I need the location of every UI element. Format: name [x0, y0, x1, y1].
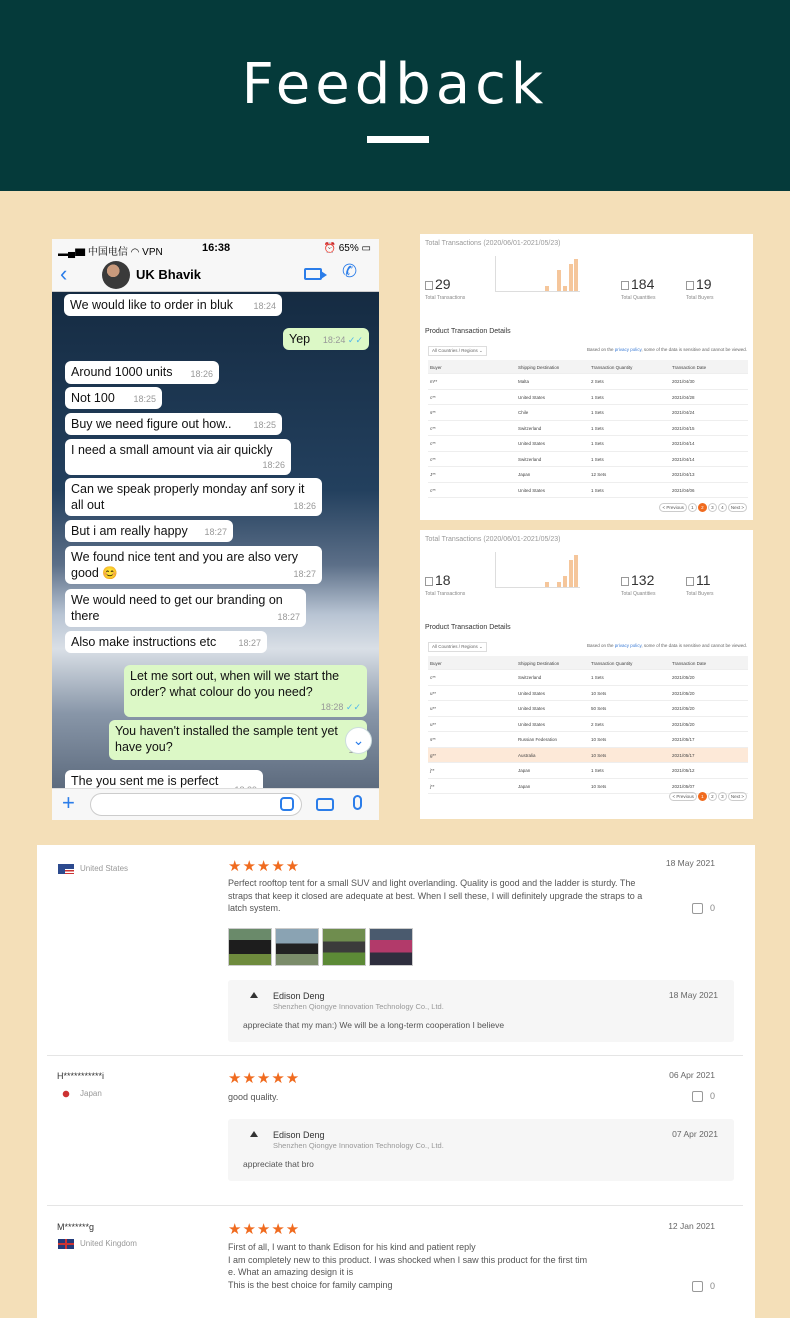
- message-bubble: We found nice tent and you are also very good 😊 18:27: [65, 546, 322, 584]
- table-cell: 2021/04/30: [672, 379, 695, 384]
- message-bubble: But i am really happy 18:27: [65, 520, 233, 542]
- review-buyer: M*******g: [57, 1222, 95, 1232]
- chart-bar: [563, 286, 567, 291]
- message-bubble: The you sent me is perfect: [65, 770, 263, 800]
- chart-bar: [557, 270, 561, 291]
- vpn-badge: VPN: [142, 247, 163, 258]
- table-cell: 1 Sets: [591, 394, 604, 400]
- table-header: [428, 656, 748, 670]
- table-cell: 10 Sets: [591, 690, 607, 696]
- column-header: Buyer: [430, 365, 442, 370]
- chart-bar: [545, 286, 549, 291]
- table-cell: 2 Sets: [591, 379, 604, 384]
- review-item: [37, 845, 755, 1055]
- table-row: [428, 421, 748, 437]
- review-date: 06 Apr 2021: [669, 1070, 715, 1080]
- reply-text: appreciate that my man:) We will be a long-term cooperation I believe: [243, 1020, 505, 1030]
- table-row: [428, 686, 748, 702]
- seller-name: Edison Deng: [273, 1130, 325, 1140]
- panel-title: Total Transactions (2020/06/01-2021/05/23): [425, 536, 561, 543]
- signal-icon: ▂▄▆: [58, 247, 86, 258]
- message-bubble: Let me sort out, when will we start the order? what colour do you need? 18:28 ✓✓: [124, 665, 367, 717]
- message-bubble: You haven't installed the sample tent yet have you?: [109, 720, 367, 760]
- column-header: Transaction Quantity: [591, 365, 633, 370]
- message-bubble: Also make instructions etc 18:27: [65, 631, 267, 653]
- sticker-icon[interactable]: [280, 797, 294, 811]
- region-filter-select[interactable]: All Countries / Regions ⌄: [428, 642, 487, 652]
- table-cell: 1 Sets: [591, 410, 604, 415]
- page-button[interactable]: 2: [708, 792, 717, 801]
- phone-call-icon[interactable]: ✆: [342, 261, 358, 281]
- table-cell: u**: [430, 721, 437, 727]
- divider: [47, 1205, 743, 1206]
- table-cell: 1 Sets: [591, 441, 604, 446]
- chart-bar: [574, 555, 578, 587]
- table-row: [428, 701, 748, 717]
- message-bubble: Not 100 18:25: [65, 387, 162, 409]
- table-cell: 2 Sets: [591, 721, 604, 727]
- privacy-note: Based on the privacy policy, some of the data is sensitive and cannot be viewed.: [586, 347, 747, 352]
- page-button[interactable]: < Previous: [659, 503, 686, 512]
- table-cell: 2021/04/14: [672, 441, 695, 446]
- alarm-icon: ⏰: [323, 243, 336, 254]
- chart-bar: [557, 582, 561, 587]
- rating-stars: ★★★★★: [228, 858, 301, 875]
- carrier-label: 中国电信: [87, 247, 128, 258]
- seller-reply: [228, 980, 734, 1042]
- table-cell: United States: [518, 441, 546, 446]
- review-buyer: H***********i: [57, 1071, 105, 1081]
- divider: [47, 1055, 743, 1056]
- table-cell: 2021/05/17: [672, 752, 695, 758]
- table-cell: g**: [430, 752, 437, 758]
- table-row: [428, 374, 748, 390]
- table-cell: 2021/04/24: [672, 410, 695, 415]
- table-cell: United States: [518, 706, 546, 711]
- us-flag-icon: [58, 864, 74, 874]
- message-bubble: Can we speak properly monday anf sory it all out 18:26: [65, 478, 322, 516]
- transactions-mini-chart: [495, 256, 580, 292]
- region-filter-select[interactable]: All Countries / Regions ⌄: [428, 346, 487, 356]
- status-time: 16:38: [202, 242, 231, 254]
- document-icon: [425, 281, 433, 290]
- chart-bar: [569, 264, 573, 291]
- table-cell: 2021/05/17: [672, 737, 695, 742]
- seller-company: Shenzhen Qiongye Innovation Technology Co., Ltd.: [273, 1141, 444, 1150]
- review-photo[interactable]: [275, 928, 319, 966]
- table-cell: 2021/05/12: [672, 768, 695, 773]
- read-receipt-icon: ✓✓: [345, 702, 361, 712]
- reply-date: 07 Apr 2021: [672, 1129, 718, 1139]
- pagination: [668, 792, 747, 801]
- rating-stars: ★★★★★: [228, 1221, 301, 1238]
- table-cell: c**: [430, 456, 436, 462]
- table-cell: c**: [430, 675, 436, 680]
- review-text: Perfect rooftop tent for a small SUV and light overlanding. Quality is good and the ladder is sturdy. The straps that keep it closed are adequate at best. When I sell these, I will definitely upgrade the straps to a latch system.: [228, 878, 643, 913]
- seller-company: Shenzhen Qiongye Innovation Technology Co., Ltd.: [273, 1002, 444, 1011]
- user-icon: [686, 577, 694, 586]
- table-cell: j**: [430, 783, 435, 789]
- table-cell: J**: [430, 472, 436, 477]
- table-cell: 10 Sets: [591, 752, 607, 758]
- table-cell: 50 Sets: [591, 706, 607, 711]
- box-icon: [621, 577, 629, 586]
- message-input[interactable]: [90, 793, 302, 816]
- table-cell: 1 Sets: [591, 425, 604, 431]
- seller-logo-icon: [246, 1131, 262, 1143]
- transaction-table: [428, 360, 748, 498]
- details-heading: Product Transaction Details: [425, 328, 511, 335]
- thumbs-up-icon: [692, 903, 703, 914]
- video-call-icon[interactable]: [304, 268, 322, 280]
- review-text: good quality.: [228, 1092, 279, 1102]
- table-cell: Japan: [518, 768, 531, 773]
- table-cell: c**: [430, 441, 436, 446]
- review-photo[interactable]: [369, 928, 413, 966]
- stat-quantities: 132 Total Quantities: [621, 572, 656, 597]
- review-country: United States: [80, 864, 129, 874]
- reviews-list: [37, 845, 755, 1318]
- table-row: [428, 483, 748, 499]
- feedback-banner: [0, 0, 790, 191]
- table-cell: 2021/04/28: [672, 394, 695, 400]
- message-bubble: Around 1000 units 18:26: [65, 361, 219, 384]
- table-row: [428, 436, 748, 452]
- page-button[interactable]: 3: [718, 792, 727, 801]
- review-date: 12 Jan 2021: [668, 1221, 715, 1231]
- table-cell: 12 Sets: [591, 472, 607, 477]
- message-bubble: Buy we need figure out how.. 18:25: [65, 413, 282, 435]
- seller-reply: [228, 1119, 734, 1181]
- status-bar: [52, 239, 379, 260]
- table-cell: Malta: [518, 379, 530, 384]
- table-cell: 2021/05/20: [672, 721, 695, 727]
- table-cell: 2021/04/15: [672, 425, 695, 431]
- page-button[interactable]: Next >: [728, 503, 747, 512]
- review-text: First of all, I want to thank Edison for his kind and patient reply I am completely new to this product. I was shocked when I saw this product for the first tim e. What an amazing design it is This is the best choice for family camping: [228, 1242, 588, 1290]
- table-cell: 2021/05/07: [672, 783, 695, 789]
- review-photo[interactable]: [322, 928, 366, 966]
- table-cell: Switzerland: [518, 425, 542, 431]
- table-row: [428, 390, 748, 406]
- table-cell: s**: [430, 410, 436, 415]
- chat-input-bar: [52, 788, 379, 820]
- chart-bar: [569, 560, 573, 587]
- table-cell: United States: [518, 721, 546, 727]
- review-item: [37, 1215, 755, 1315]
- table-row: [428, 748, 748, 764]
- battery-icon: ▭: [361, 243, 371, 254]
- table-row: [428, 717, 748, 733]
- privacy-policy-link[interactable]: privacy policy: [614, 347, 642, 352]
- table-cell: 2021/04/06: [672, 487, 695, 493]
- table-cell: United States: [518, 487, 546, 493]
- table-cell: Australia: [518, 752, 536, 758]
- table-cell: u**: [430, 706, 437, 711]
- details-heading: Product Transaction Details: [425, 624, 511, 631]
- review-photos: [228, 928, 416, 966]
- column-header: Transaction Quantity: [591, 661, 633, 666]
- stat-buyers: 11 Total Buyers: [686, 572, 714, 597]
- column-header: Buyer: [430, 661, 442, 666]
- stat-quantities: 184 Total Quantities: [621, 276, 656, 301]
- chart-bar: [574, 259, 578, 291]
- table-cell: 10 Sets: [591, 737, 607, 742]
- message-bubble: We would like to order in bluk 18:24: [64, 294, 282, 316]
- chart-bar: [563, 576, 567, 587]
- transactions-mini-chart: [495, 552, 580, 588]
- page-title: Feedback: [241, 52, 549, 117]
- table-cell: j**: [430, 768, 435, 773]
- stat-transactions: 18 Total Transactions: [425, 572, 466, 597]
- column-header: Shipping Destination: [518, 661, 560, 666]
- table-cell: Chile: [518, 410, 529, 415]
- chart-bar: [545, 582, 549, 587]
- page-button[interactable]: Next >: [728, 792, 747, 801]
- transaction-panel: [420, 530, 753, 819]
- read-receipt-icon: ✓✓: [347, 335, 363, 345]
- table-cell: 1 Sets: [591, 487, 604, 493]
- camera-icon[interactable]: [316, 798, 334, 811]
- table-cell: s**: [430, 737, 436, 742]
- title-underline: [367, 136, 429, 143]
- chat-header: [52, 260, 379, 292]
- thumbs-up-icon: [692, 1281, 703, 1292]
- table-cell: c**: [430, 394, 436, 400]
- table-cell: 1 Sets: [591, 456, 604, 462]
- scroll-down-icon[interactable]: ⌄: [345, 727, 372, 754]
- message-bubble: We would need to get our branding on there 18:27: [65, 589, 306, 627]
- table-cell: Russian Federation: [518, 737, 558, 742]
- table-row: [428, 732, 748, 748]
- pagination: [658, 503, 747, 512]
- table-cell: 10 Sets: [591, 783, 607, 789]
- japan-flag-icon: [58, 1089, 74, 1099]
- uk-flag-icon: [58, 1239, 74, 1249]
- table-cell: 1 Sets: [591, 675, 604, 680]
- rating-stars: ★★★★★: [228, 1070, 301, 1087]
- table-cell: United States: [518, 394, 546, 400]
- table-cell: 2021/04/14: [672, 456, 695, 462]
- stat-buyers: 19 Total Buyers: [686, 276, 714, 301]
- panel-title: Total Transactions (2020/06/01-2021/05/23): [425, 240, 561, 247]
- table-row: [428, 467, 748, 483]
- page-button[interactable]: 2: [698, 503, 707, 512]
- reply-date: 18 May 2021: [668, 990, 718, 1000]
- like-button[interactable]: 0: [692, 1091, 715, 1102]
- add-attachment-icon[interactable]: +: [62, 790, 75, 815]
- box-icon: [621, 281, 629, 290]
- table-cell: m**: [430, 379, 438, 384]
- table-cell: 2021/05/20: [672, 675, 695, 680]
- battery-percent: 65%: [338, 243, 359, 254]
- table-cell: Japan: [518, 472, 531, 477]
- table-cell: 2021/05/20: [672, 690, 695, 696]
- stat-transactions: 29 Total Transactions: [425, 276, 466, 301]
- page-button[interactable]: 1: [698, 792, 707, 801]
- chat-screenshot: [52, 239, 379, 820]
- user-icon: [686, 281, 694, 290]
- privacy-policy-link[interactable]: privacy policy: [614, 643, 642, 648]
- transaction-panel: [420, 234, 753, 520]
- table-cell: c**: [430, 487, 436, 493]
- back-icon[interactable]: ‹: [60, 261, 68, 286]
- column-header: Shipping Destination: [518, 365, 560, 370]
- like-button[interactable]: 0: [692, 1281, 715, 1292]
- thumbs-up-icon: [692, 1091, 703, 1102]
- table-cell: Switzerland: [518, 456, 542, 462]
- table-cell: u**: [430, 690, 437, 696]
- wifi-icon: ◠: [130, 247, 140, 258]
- table-row: [428, 452, 748, 468]
- review-item: [37, 1065, 755, 1205]
- table-cell: United States: [518, 690, 546, 696]
- page-button[interactable]: < Previous: [669, 792, 696, 801]
- reply-text: appreciate that bro: [243, 1159, 314, 1169]
- table-cell: 1 Sets: [591, 768, 604, 773]
- table-cell: c**: [430, 425, 436, 431]
- column-header: Transaction Date: [672, 365, 707, 370]
- review-photo[interactable]: [228, 928, 272, 966]
- microphone-icon[interactable]: [353, 795, 362, 810]
- privacy-note: Based on the privacy policy, some of the data is sensitive and cannot be viewed.: [586, 643, 747, 648]
- transaction-table: [428, 656, 748, 794]
- table-cell: Switzerland: [518, 675, 542, 680]
- page-button[interactable]: 3: [708, 503, 717, 512]
- table-row: [428, 763, 748, 779]
- review-country: Japan: [80, 1089, 102, 1099]
- table-cell: 2021/05/20: [672, 706, 695, 711]
- avatar[interactable]: [102, 261, 130, 289]
- document-icon: [425, 577, 433, 586]
- like-button[interactable]: 0: [692, 903, 715, 914]
- table-header: [428, 360, 748, 374]
- review-date: 18 May 2021: [665, 858, 715, 868]
- table-cell: Japan: [518, 783, 531, 789]
- seller-name: Edison Deng: [273, 991, 325, 1001]
- review-country: United Kingdom: [80, 1239, 137, 1249]
- table-row: [428, 405, 748, 421]
- contact-name[interactable]: UK Bhavik: [136, 267, 202, 282]
- table-cell: 2021/04/13: [672, 472, 695, 477]
- chat-messages: [52, 292, 379, 788]
- page-button[interactable]: 4: [718, 503, 727, 512]
- column-header: Transaction Date: [672, 661, 707, 666]
- table-row: [428, 670, 748, 686]
- page-button[interactable]: 1: [688, 503, 697, 512]
- message-bubble: Yep 18:24 ✓✓: [283, 328, 369, 350]
- seller-logo-icon: [246, 992, 262, 1004]
- message-bubble: I need a small amount via air quickly 18:26: [65, 439, 291, 475]
